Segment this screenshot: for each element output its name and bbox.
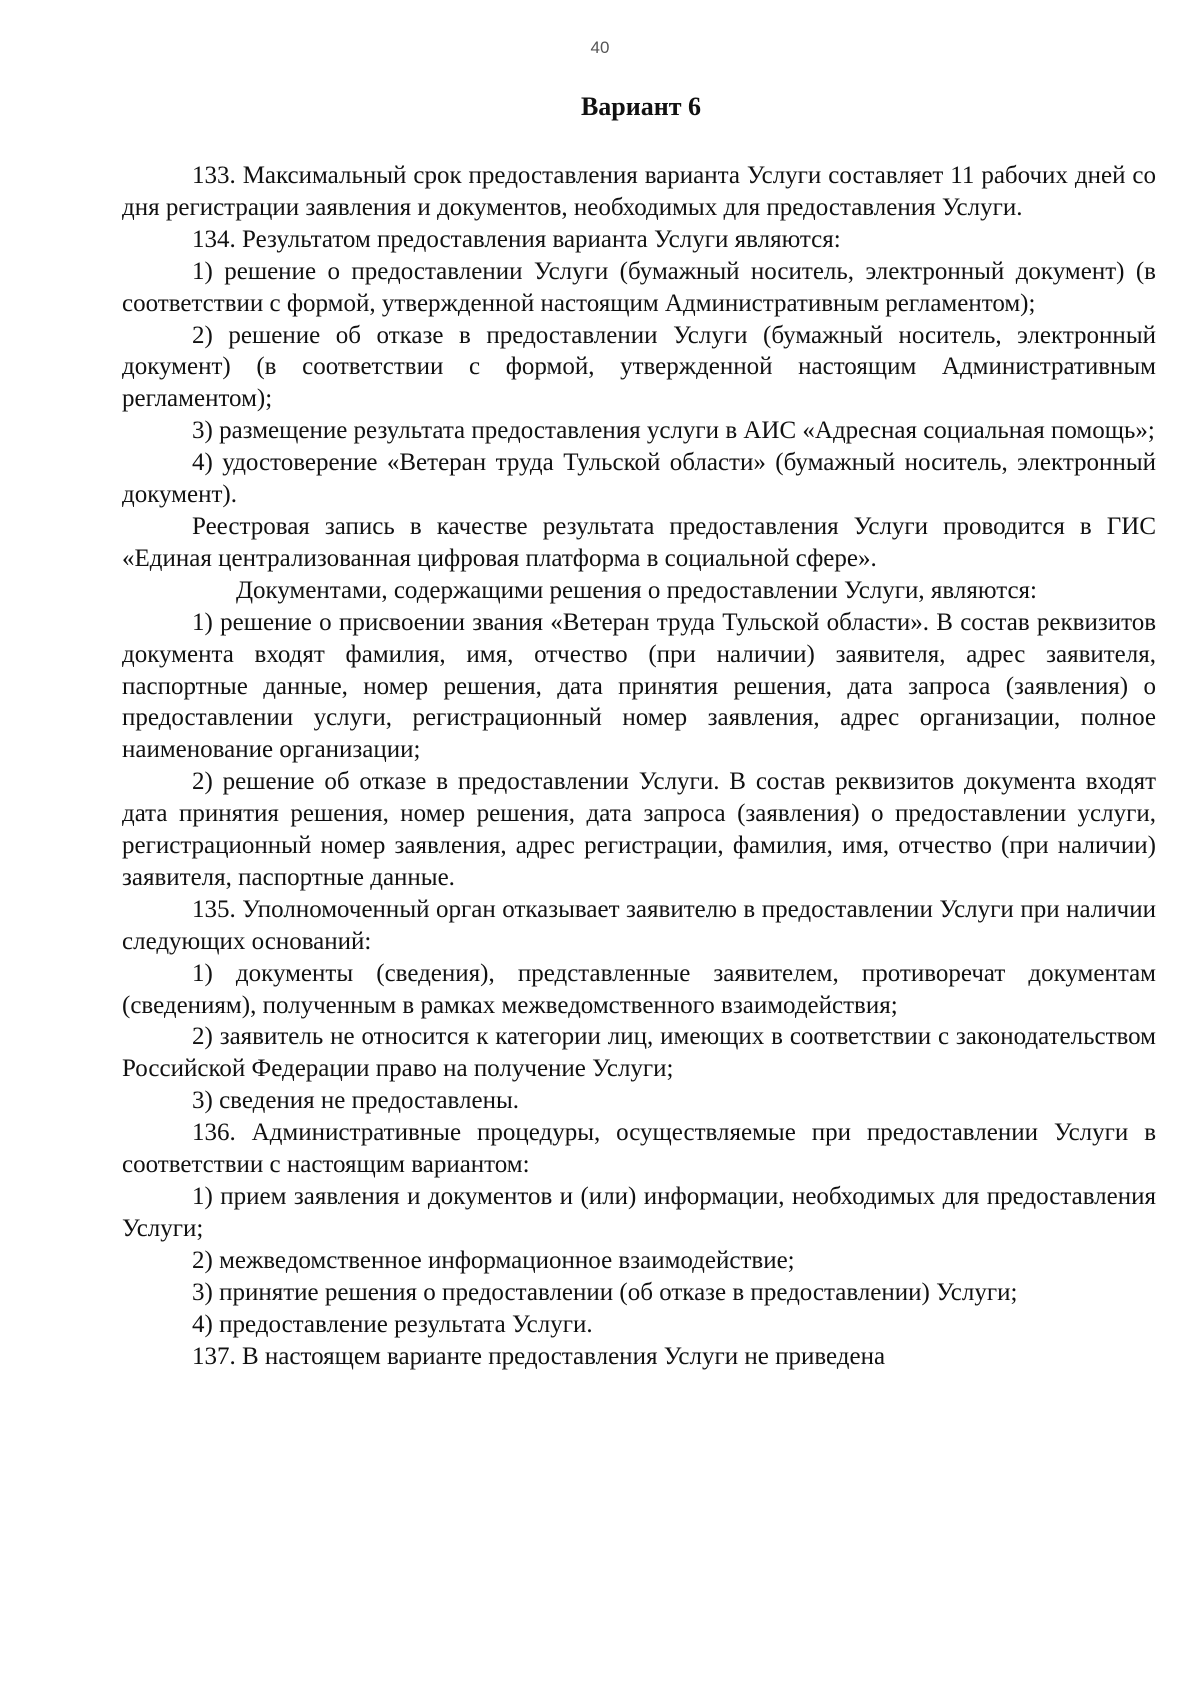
list-item: 4) предоставление результата Услуги.: [192, 1310, 593, 1338]
paragraph-135: 135. Уполномоченный орган отказывает заявителю в предоставлении Услуги при наличии следующих оснований:: [122, 895, 1156, 955]
paragraph-137: 137. В настоящем варианте предоставления Услуги не приведена: [192, 1342, 886, 1370]
list-item: 1) решение о присвоении звания «Ветеран труда Тульской области». В состав реквизитов документа входят фамилия, имя, отчество (при наличии) заявителя, адрес заявителя, паспортные данные, номер решения, дата принятия решения, дата запроса (заявления) о предоставлении услуги, регистрационный номер заявления, адрес организации, полное наименование организации;: [122, 608, 1156, 764]
paragraph-136: 136. Административные процедуры, осуществляемые при предоставлении Услуги в соответствии с настоящим вариантом:: [122, 1119, 1156, 1179]
list-item: 1) прием заявления и документов и (или) информации, необходимых для предоставления Услуги;: [122, 1183, 1156, 1242]
page-number: 40: [590, 38, 610, 57]
list-item: 4) удостоверение «Ветеран труда Тульской области» (бумажный носитель, электронный документ).: [122, 449, 1156, 509]
list-item: 1) решение о предоставлении Услуги (бумажный носитель, электронный документ) (в соответствии с формой, утвержденной настоящим Административным регламентом);: [122, 257, 1156, 317]
documents-paragraph: Документами, содержащими решения о предоставлении Услуги, являются:: [236, 576, 1037, 604]
list-item: 3) размещение результата предоставления услуги в АИС «Адресная социальная помощь»;: [192, 417, 1155, 445]
paragraph-134: 134. Результатом предоставления варианта Услуги являются:: [192, 225, 841, 253]
list-item: 2) решение об отказе в предоставлении Услуги (бумажный носитель, электронный документ) (в соответствии с формой, утвержденной настоящим Административным регламентом);: [122, 321, 1156, 413]
section-heading: Вариант 6: [580, 92, 702, 121]
list-item: 3) принятие решения о предоставлении (об отказе в предоставлении) Услуги;: [192, 1278, 1018, 1306]
registry-paragraph: Реестровая запись в качестве результата предоставления Услуги проводится в ГИС «Единая централизованная цифровая платформа в социальной сфере».: [122, 512, 1156, 572]
paragraph-133: 133. Максимальный срок предоставления варианта Услуги составляет 11 рабочих дней со дня регистрации заявления и документов, необходимых для предоставления Услуги.: [122, 162, 1156, 221]
list-item: 1) документы (сведения), представленные заявителем, противоречат документам (сведениям), полученным в рамках межведомственного взаимодействия;: [122, 959, 1156, 1019]
document-body: [122, 160, 1156, 1372]
list-item: 3) сведения не предоставлены.: [192, 1087, 520, 1115]
list-item: 2) межведомственное информационное взаимодействие;: [192, 1246, 795, 1274]
list-item: 2) заявитель не относится к категории лиц, имеющих в соответствии с законодательством Российской Федерации право на получение Услуги;: [122, 1023, 1156, 1083]
list-item: 2) решение об отказе в предоставлении Услуги. В состав реквизитов документа входят дата принятия решения, номер решения, дата запроса (заявления) о предоставлении услуги, регистрационный номер заявления, адрес регистрации, фамилия, имя, отчество (при наличии) заявителя, паспортные данные.: [122, 768, 1156, 891]
